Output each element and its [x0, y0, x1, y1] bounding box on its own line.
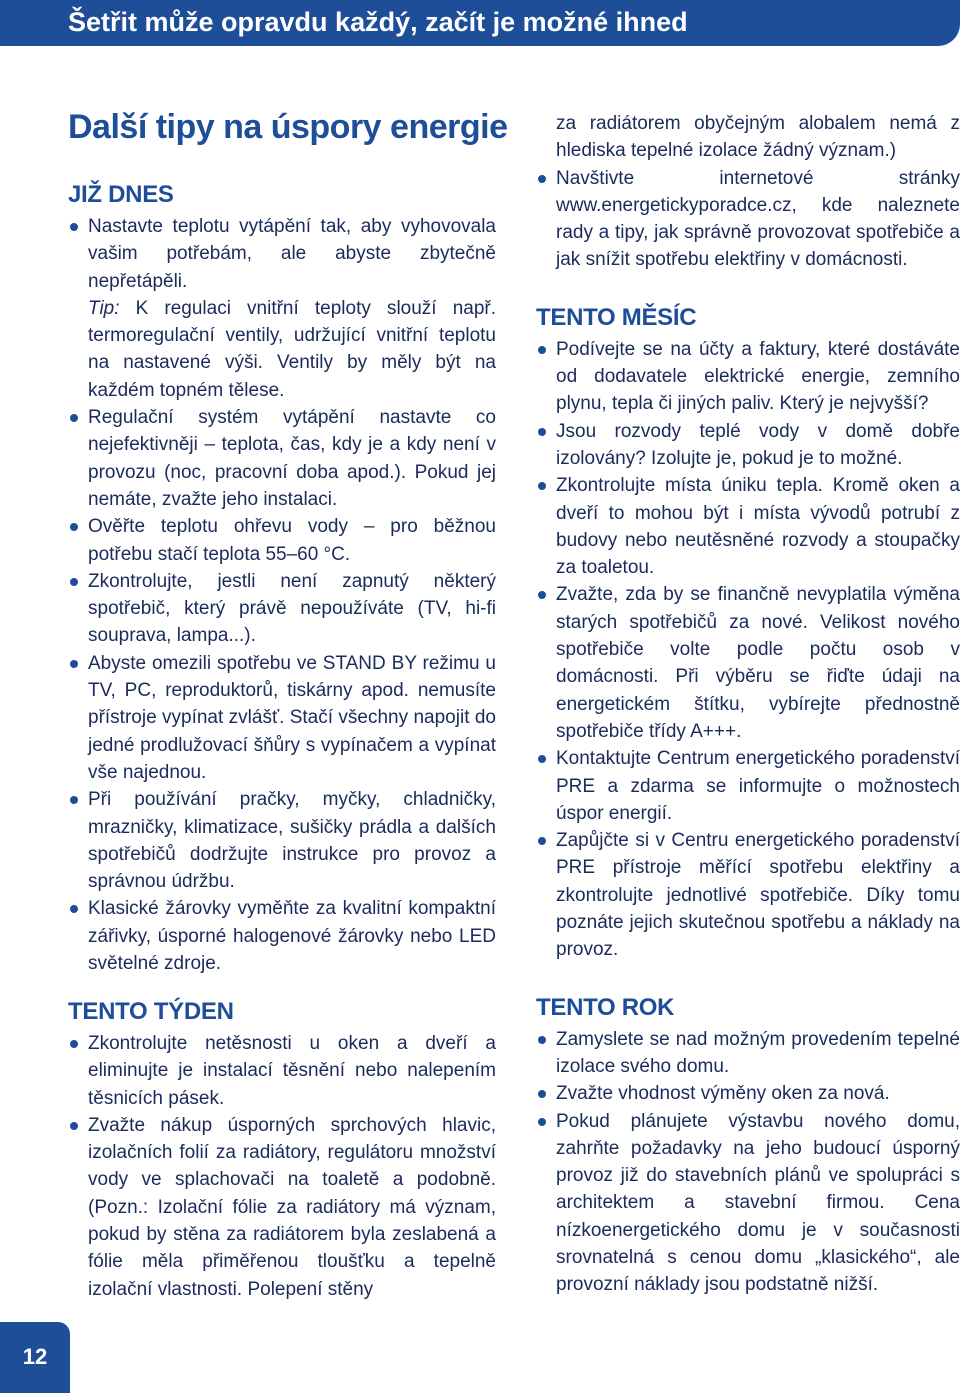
tip-paragraph: [68, 295, 496, 404]
section-title-jiz-dnes: JIŽ DNES: [68, 181, 174, 208]
list-item: Zvažte vhodnost výměny oken za nová.: [536, 1080, 960, 1107]
page-title: Další tipy na úspory energie: [68, 108, 508, 146]
list-jiz-dnes: [68, 213, 496, 977]
list-item: Pokud plánujete výstavbu nového domu, zahrňte požadavky na jeho budoucí úsporný provoz již do stavebních plánů ve spolupráci s architektem a stavební firmou. Cena nízkoenergetického domu je v současnosti srovnatelná s cenou domu „klasického“, ale provozní náklady jsou podstatně nižší.: [536, 1108, 960, 1299]
list-tento-mesic: [536, 336, 960, 964]
left-column-bottom: [68, 998, 496, 1303]
list-item: Zamyslete se nad možným provedením tepelné izolace svého domu.: [536, 1026, 960, 1081]
list-item: Abyste omezili spotřebu ve STAND BY režimu u TV, PC, reproduktorů, tiskárny apod. nemusíte přístroje vypínat zvlášť. Stačí všechny napojit do jedné prodlužovací šňůry s vypínačem a vypínat vše najednou.: [68, 650, 496, 786]
list-tento-tyden: [68, 1030, 496, 1303]
list-tento-rok: [536, 1026, 960, 1299]
list-item: Ověřte teplotu ohřevu vody – pro běžnou potřebu stačí teplota 55–60 °C.: [68, 513, 496, 568]
list-tento-tyden-continued: [536, 165, 960, 274]
list-item: Zapůjčte si v Centru energetického poradenství PRE přístroje měřící spotřebu elektřiny a zkontrolujte jednotlivé spotřebiče. Díky tomu poznáte jejich skutečnou spotřebu a náklady na provoz.: [536, 827, 960, 963]
left-column: [68, 108, 508, 977]
list-item: Kontaktujte Centrum energetického poradenství PRE a zdarma se informujte o možnostech úspor energií.: [536, 745, 960, 827]
section-title-tento-rok: TENTO ROK: [536, 993, 675, 1021]
list-item: Podívejte se na účty a faktury, které dostáváte od dodavatele elektrické energie, zemního plynu, tepla či jiných paliv. Který je nejvyšší?: [536, 336, 960, 418]
list-item: Zkontrolujte netěsnosti u oken a dveří a eliminujte je instalací těsnění nebo nalepením těsnicích pásek.: [68, 1030, 496, 1112]
header-title: Šetřit může opravdu každý, začít je možné ihned: [68, 7, 688, 37]
list-item: Zvažte, zda by se finančně nevyplatila výměna starých spotřebičů za nové. Velikost nového spotřebiče volte podle počtu osob v domácnosti. Při výběru se řiďte údaji na energetickém štítku, vybírejte přednostně spotřebiče třídy A+++.: [536, 581, 960, 745]
list-item: Nastavte teplotu vytápění tak, aby vyhovovala vašim potřebám, ale abyste zbytečně nepřetápěli.: [68, 213, 496, 295]
list-item: Při používání pračky, myčky, chladničky, mrazničky, klimatizace, sušičky prádla a dalších spotřebičů dodržujte instrukce pro provoz a správnou údržbu.: [68, 786, 496, 895]
page-number: 12: [22, 1344, 48, 1369]
right-column: [536, 110, 960, 1299]
list-item: Klasické žárovky vyměňte za kvalitní kompaktní zářivky, úsporné halogenové žárovky nebo LED světelné zdroje.: [68, 895, 496, 977]
section-title-tento-tyden: TENTO TÝDEN: [68, 998, 234, 1025]
page-number-tab: [0, 1322, 70, 1393]
list-item: Regulační systém vytápění nastavte co nejefektivněji – teplota, čas, kdy je a kdy není v provozu (noc, pracovní doba apod.). Pokud jej nemáte, zvažte jeho instalaci.: [68, 404, 496, 513]
list-item: Zvažte nákup úsporných sprchových hlavic, izolačních folií za radiátory, regulátoru množství vody ve splachovači na toaletě a podobně. (Pozn.: Izolační fólie za radiátory má význam, pokud by stěna za radiátorem byla zeslabená a fólie měla přiměřenou tloušťku a tepelně izolační vlastnosti. Polepení stěny: [68, 1112, 496, 1303]
list-item: Zkontrolujte místa úniku tepla. Kromě oken a dveří to mohou být i místa vývodů potrubí z budovy nebo neutěsněné rozvody a stoupačky za toaletou.: [536, 472, 960, 581]
tip-text: K regulaci vnitřní teploty slouží např. termoregulační ventily, udržující vnitřní teplotu na nastavené výši. Ventily by měly být na každém topném tělese.: [88, 297, 496, 401]
list-item: Jsou rozvody teplé vody v domě dobře izolovány? Izolujte je, pokud je to možné.: [536, 418, 960, 473]
list-item: Navštivte internetové stránky www.energetickyporadce.cz, kde naleznete rady a tipy, jak správně provozovat spotřebiče a jak snížit spotřebu elektřiny v domácnosti.: [536, 165, 960, 274]
section-title-tento-mesic: TENTO MĚSÍC: [536, 303, 697, 331]
continuation-paragraph: za radiátorem obyčejným alobalem nemá z hlediska tepelné izolace žádný význam.): [556, 113, 960, 162]
list-item: Zkontrolujte, jestli není zapnutý některý spotřebič, který právě nepoužíváte (TV, hi-fi souprava, lampa...).: [68, 568, 496, 650]
page-header: [0, 0, 960, 46]
tip-label: Tip:: [88, 297, 120, 319]
